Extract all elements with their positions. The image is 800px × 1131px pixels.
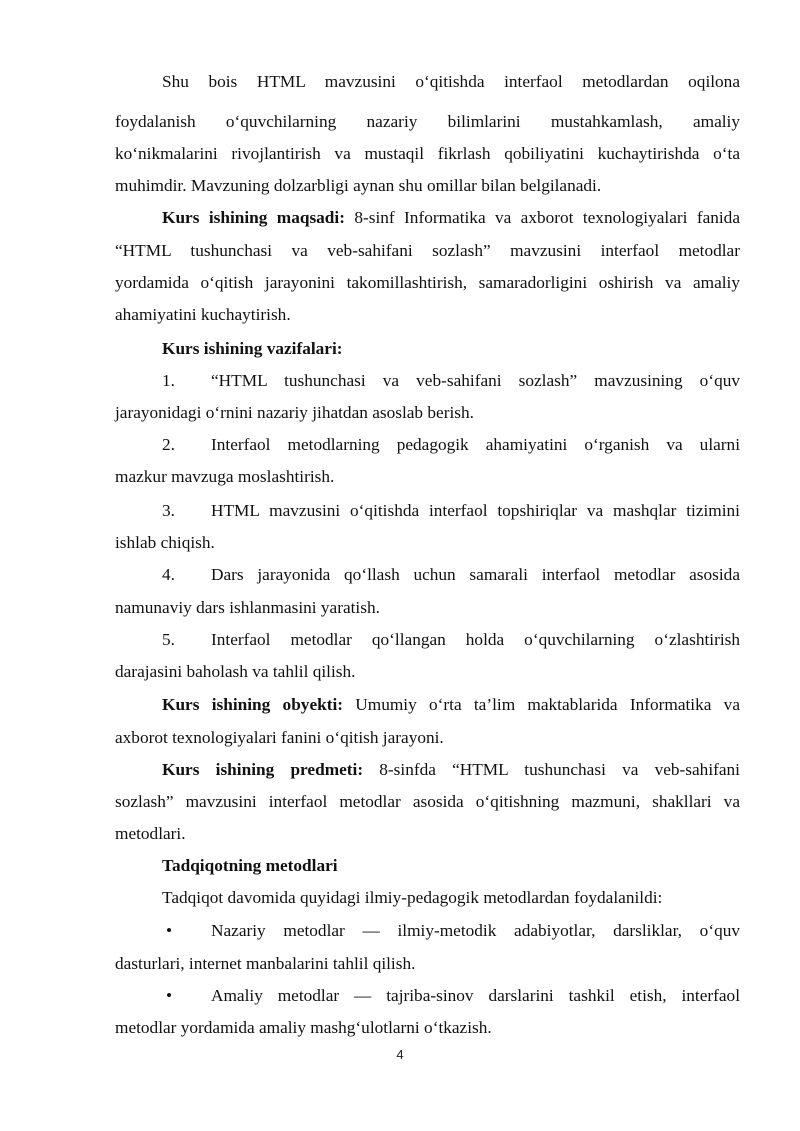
page-number: 4 — [396, 1047, 404, 1062]
intro-line-2: foydalanish o‘quvchilarning nazariy bilimlarini mustahkamlash, amaliy — [115, 112, 740, 131]
methods-heading: Tadqiqotning metodlari — [162, 856, 338, 875]
object-text-1: Umumiy o‘rta ta’lim maktablarida Informatika va — [343, 695, 740, 714]
object-label: Kurs ishining obyekti: — [162, 695, 344, 714]
task-number: 3. — [162, 501, 175, 520]
subject-line-3: metodlari. — [115, 824, 186, 843]
task-line-2: namunaviy dars ishlanmasini yaratish. — [115, 598, 380, 617]
goal-label: Kurs ishining maqsadi: — [162, 208, 345, 227]
method-line-1: Amaliy metodlar — tajriba-sinov darslarini tashkil etish, interfaol — [211, 986, 740, 1005]
task-number: 2. — [162, 435, 175, 454]
task-line-1: “HTML tushunchasi va veb-sahifani sozlash” mavzusining o‘quv — [211, 371, 740, 390]
subject-line-2: sozlash” mavzusini interfaol metodlar asosida o‘qitishning mazmuni, shakllari va — [115, 792, 740, 811]
method-line-2: metodlar yordamida amaliy mashg‘ulotlarni o‘tkazish. — [115, 1018, 492, 1037]
object-line-2: axborot texnologiyalari fanini o‘qitish jarayoni. — [115, 728, 444, 747]
task-line-1: HTML mavzusini o‘qitishda interfaol topshiriqlar va mashqlar tizimini — [211, 501, 740, 520]
task-line-1: Interfaol metodlarning pedagogik ahamiyatini o‘rganish va ularni — [211, 435, 740, 454]
intro-line-3: ko‘nikmalarini rivojlantirish va mustaqil fikrlash qobiliyatini kuchaytirishda o‘ta — [115, 144, 740, 163]
goal-line-4: ahamiyatini kuchaytirish. — [115, 305, 291, 324]
subject-text-1: 8-sinfda “HTML tushunchasi va veb-sahifani — [363, 760, 740, 779]
subject-label: Kurs ishining predmeti: — [162, 760, 364, 779]
intro-line-4: muhimdir. Mavzuning dolzarbligi aynan shu omillar bilan belgilanadi. — [115, 176, 602, 195]
task-line-2: jarayonidagi o‘rnini nazariy jihatdan asoslab berish. — [115, 403, 474, 422]
bullet-icon: • — [166, 921, 173, 940]
goal-line-1 — [162, 207, 740, 229]
goal-line-2: “HTML tushunchasi va veb-sahifani sozlash” mavzusini interfaol metodlar — [115, 241, 740, 260]
methods-intro: Tadqiqot davomida quyidagi ilmiy-pedagogik metodlardan foydalanildi: — [162, 888, 663, 907]
intro-line-1: Shu bois HTML mavzusini o‘qitishda interfaol metodlardan oqilona — [162, 72, 740, 91]
method-line-1: Nazariy metodlar — ilmiy-metodik adabiyotlar, darsliklar, o‘quv — [211, 921, 740, 940]
task-number: 1. — [162, 371, 175, 390]
task-number: 5. — [162, 630, 175, 649]
subject-line-1 — [162, 759, 740, 781]
task-number: 4. — [162, 565, 175, 584]
bullet-icon: • — [166, 986, 173, 1005]
task-line-1: Interfaol metodlar qo‘llangan holda o‘quvchilarning o‘zlashtirish — [211, 630, 740, 649]
object-line-1 — [162, 694, 740, 716]
tasks-heading: Kurs ishining vazifalari: — [162, 339, 343, 358]
task-line-2: ishlab chiqish. — [115, 533, 215, 552]
method-line-2: dasturlari, internet manbalarini tahlil qilish. — [115, 954, 416, 973]
goal-line-3: yordamida o‘qitish jarayonini takomillashtirish, samaradorligini oshirish va amaliy — [115, 273, 740, 292]
task-line-2: mazkur mavzuga moslashtirish. — [115, 467, 335, 486]
task-line-1: Dars jarayonida qo‘llash uchun samarali interfaol metodlar asosida — [211, 565, 740, 584]
goal-text-1: 8-sinf Informatika va axborot texnologiyalari fanida — [344, 208, 740, 227]
task-line-2: darajasini baholash va tahlil qilish. — [115, 662, 356, 681]
